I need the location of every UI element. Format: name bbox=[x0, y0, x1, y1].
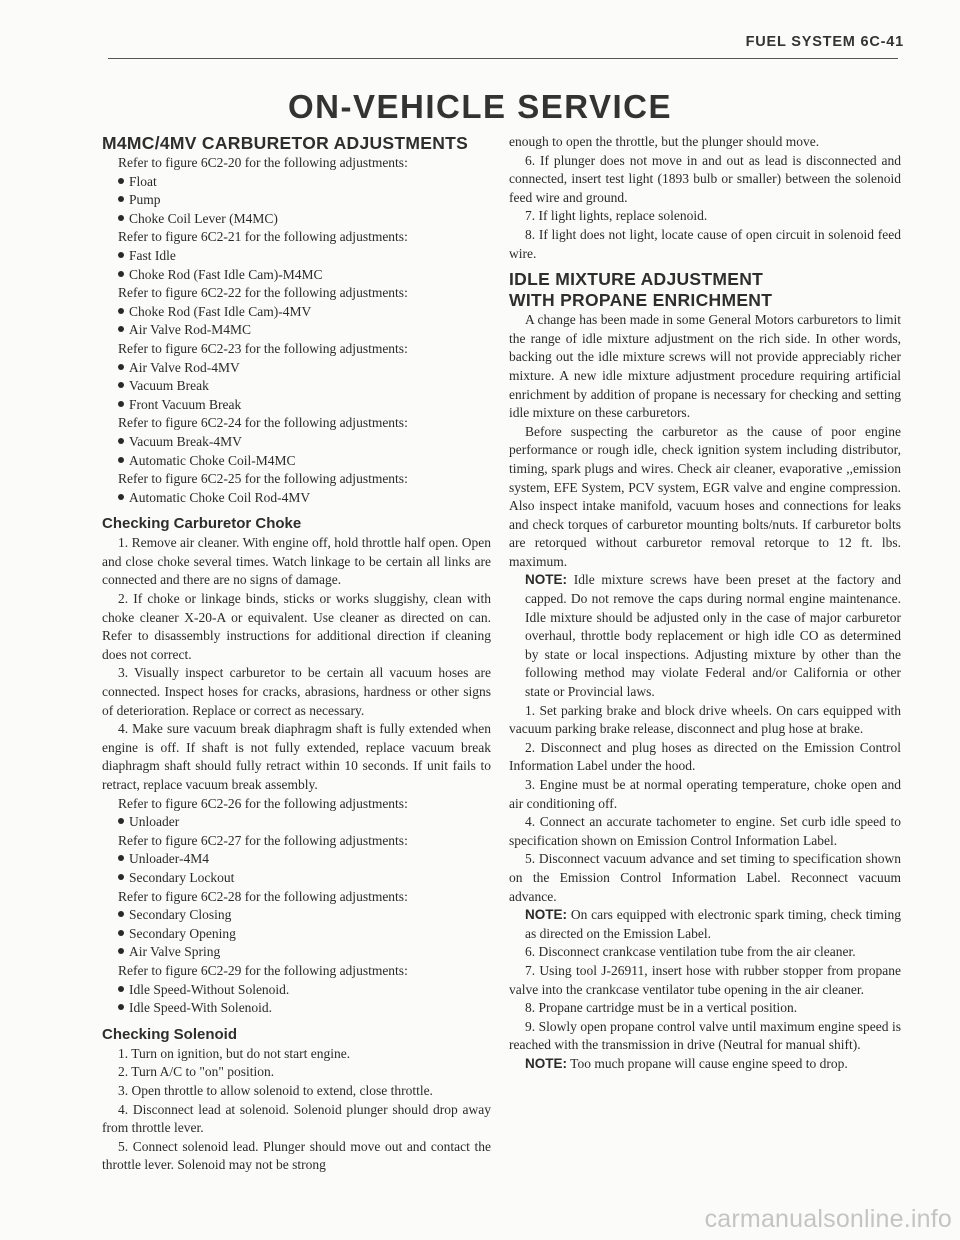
bullet-icon bbox=[118, 494, 124, 500]
bullet-icon bbox=[118, 1004, 124, 1010]
note-block bbox=[509, 571, 901, 701]
note-label: NOTE: bbox=[525, 572, 567, 588]
bullet-icon bbox=[118, 911, 124, 917]
adjustment-item: Air Valve Rod-M4MC bbox=[102, 321, 491, 340]
step-paragraph: 9. Slowly open propane control valve until maximum engine speed is reached with the transmission in drive (Neutral for manual shift). bbox=[509, 1018, 901, 1053]
adjustment-item: Vacuum Break-4MV bbox=[102, 433, 491, 452]
bullet-icon bbox=[118, 364, 124, 370]
figure-reference: Refer to figure 6C2-20 for the following adjustments: bbox=[118, 155, 408, 170]
step-paragraph: 7. If light lights, replace solenoid. bbox=[525, 208, 708, 224]
adjustment-item: Idle Speed-With Solenoid. bbox=[102, 999, 491, 1018]
figure-reference: Refer to figure 6C2-26 for the following adjustments: bbox=[118, 795, 408, 811]
left-column bbox=[102, 133, 491, 1175]
step-paragraph: 3. Engine must be at normal operating temperature, choke open and air conditioning off. bbox=[509, 777, 901, 811]
right-column bbox=[509, 133, 901, 1074]
figure-reference: Refer to figure 6C2-25 for the following adjustments: bbox=[118, 471, 408, 487]
figure-reference: Refer to figure 6C2-27 for the following adjustments: bbox=[118, 832, 408, 848]
bullet-icon bbox=[118, 271, 124, 277]
step-paragraph: 1. Set parking brake and block drive wheels. On cars equipped with vacuum parking brake release, disconnect and plug hose at brake. bbox=[509, 702, 901, 737]
step-paragraph: 2. Disconnect and plug hoses as directed on the Emission Control Information Label under the hood. bbox=[509, 739, 901, 774]
intro-paragraph: Before suspecting the carburetor as the cause of poor engine performance or rough idle, check ignition system including distributor, timing, spark plugs and wires. Check air cleaner, evaporative ,,emission system, EFE System, PCV system, EGR valve and engine compression. Also inspect intake manifold, vacuum hoses and connections for leaks and check torques of carburetor mounting bolts/nuts. If carburetor bolts are retorqued without carburetor removal retorque to 12 ft. lbs. maximum. bbox=[509, 423, 901, 569]
step-paragraph: 7. Using tool J-26911, insert hose with rubber stopper from propane valve into the crankcase ventilator tube opening in the air cleaner. bbox=[509, 962, 901, 997]
watermark-link[interactable]: carmanualsonline.info bbox=[704, 1205, 952, 1233]
section-heading-carburetor-adjustments: M4MC/4MV CARBURETOR ADJUSTMENTS bbox=[102, 133, 469, 153]
section-heading-propane-enrichment: WITH PROPANE ENRICHMENT bbox=[509, 290, 773, 311]
step-paragraph: 6. If plunger does not move in and out as lead is disconnected and connected, insert test light (1893 bulb or smaller) between the solenoid feed wire and ground. bbox=[509, 152, 901, 205]
bullet-icon bbox=[118, 948, 124, 954]
adjustment-item: Air Valve Spring bbox=[102, 943, 491, 962]
note-text: Idle mixture screws have been preset at the factory and capped. Do not remove the caps during normal engine maintenance. Idle mixture should be adjusted only in the case of major carburetor overhaul, throttle body replacement or high idle CO as determined by state or local inspections. Adjusting mixture by other than the following method may violate Federal and/or California or other state or Provincial laws. bbox=[525, 572, 902, 700]
subheading-checking-solenoid: Checking Solenoid bbox=[102, 1025, 238, 1043]
adjustment-item: Secondary Closing bbox=[102, 906, 491, 925]
figure-reference: Refer to figure 6C2-23 for the following adjustments: bbox=[118, 340, 408, 356]
adjustment-item: Choke Coil Lever (M4MC) bbox=[102, 210, 491, 229]
step-paragraph: 5. Disconnect vacuum advance and set timing to specification shown on the Emission Control Information Label. Reconnect vacuum advance. bbox=[509, 851, 901, 904]
bullet-icon bbox=[118, 986, 124, 992]
section-heading-idle-mixture: IDLE MIXTURE ADJUSTMENT bbox=[509, 269, 764, 290]
note-label: NOTE: bbox=[525, 1055, 567, 1071]
adjustment-item: Air Valve Rod-4MV bbox=[102, 359, 491, 378]
adjustment-item: Automatic Choke Coil Rod-4MV bbox=[102, 489, 491, 508]
intro-paragraph: A change has been made in some General Motors carburetors to limit the range of idle mixture adjustment on the rich side. In other words, backing out the idle mixture screws will not provide appreciably richer mixture. A new idle mixture adjustment procedure requiring artificial enrichment by addition of propane is necessary for checking and setting idle mixture on these carburetors. bbox=[509, 312, 901, 421]
bullet-icon bbox=[118, 196, 124, 202]
bullet-icon bbox=[118, 252, 124, 258]
adjustment-item: Pump bbox=[102, 191, 491, 210]
adjustment-item: Idle Speed-Without Solenoid. bbox=[102, 981, 491, 1000]
note-label: NOTE: bbox=[525, 907, 567, 923]
adjustment-item: Float bbox=[102, 173, 491, 192]
note-block bbox=[509, 906, 901, 943]
step-paragraph: 4. Connect an accurate tachometer to engine. Set curb idle speed to specification shown on Emission Control Information Label. bbox=[509, 814, 901, 848]
adjustment-item: Front Vacuum Break bbox=[102, 396, 491, 415]
step-paragraph: 6. Disconnect crankcase ventilation tube from the air cleaner. bbox=[525, 944, 856, 960]
step-paragraph: 3. Visually inspect carburetor to be certain all vacuum hoses are connected. Inspect hoses for cracks, abrasions, hardness or other signs of deterioration. Replace or correct as necessary. bbox=[102, 665, 491, 718]
adjustment-item: Secondary Lockout bbox=[102, 869, 491, 888]
bullet-icon bbox=[118, 855, 124, 861]
step-paragraph: 4. Make sure vacuum break diaphragm shaft is fully extended when engine is off. If shaft is not fully extended, replace vacuum break diaphragm shaft should fully retract within 10 seconds. If unit fails to retract, replace vacuum break assembly. bbox=[102, 721, 491, 792]
step-paragraph: 1. Turn on ignition, but do not start engine. bbox=[118, 1045, 351, 1061]
figure-reference: Refer to figure 6C2-21 for the following adjustments: bbox=[118, 229, 408, 245]
adjustment-item: Vacuum Break bbox=[102, 377, 491, 396]
bullet-icon bbox=[118, 457, 124, 463]
figure-reference: Refer to figure 6C2-22 for the following adjustments: bbox=[118, 285, 408, 301]
bullet-icon bbox=[118, 215, 124, 221]
note-block bbox=[509, 1055, 901, 1074]
figure-reference: Refer to figure 6C2-28 for the following adjustments: bbox=[118, 888, 408, 904]
header-rule bbox=[108, 58, 898, 59]
bullet-icon bbox=[118, 818, 124, 824]
adjustment-item: Unloader bbox=[102, 813, 491, 832]
adjustment-item: Unloader-4M4 bbox=[102, 850, 491, 869]
bullet-icon bbox=[118, 308, 124, 314]
bullet-icon bbox=[118, 382, 124, 388]
step-paragraph: 2. If choke or linkage binds, sticks or works sluggishy, clean with choke cleaner X-20-A or equivalent. Use cleaner as directed on can. Refer to disassembly instructions for additional direction if cleaning does not correct. bbox=[102, 591, 491, 662]
adjustment-item: Fast Idle bbox=[102, 247, 491, 266]
note-text: On cars equipped with electronic spark timing, check timing as directed on the Emission Label. bbox=[525, 907, 902, 941]
step-paragraph: 3. Open throttle to allow solenoid to extend, close throttle. bbox=[118, 1082, 433, 1098]
subheading-checking-choke: Checking Carburetor Choke bbox=[102, 515, 302, 533]
bullet-icon bbox=[118, 438, 124, 444]
adjustment-item: Choke Rod (Fast Idle Cam)-4MV bbox=[102, 303, 491, 322]
bullet-icon bbox=[118, 326, 124, 332]
adjustment-item: Automatic Choke Coil-M4MC bbox=[102, 452, 491, 471]
page-title: ON-VEHICLE SERVICE bbox=[288, 88, 672, 125]
bullet-icon bbox=[118, 874, 124, 880]
note-text: Too much propane will cause engine speed to drop. bbox=[570, 1055, 848, 1071]
step-paragraph: 8. If light does not light, locate cause of open circuit in solenoid feed wire. bbox=[509, 226, 901, 261]
step-paragraph: 4. Disconnect lead at solenoid. Solenoid plunger should drop away from throttle lever. bbox=[102, 1101, 491, 1136]
bullet-icon bbox=[118, 401, 124, 407]
adjustment-item: Secondary Opening bbox=[102, 925, 491, 944]
figure-reference: Refer to figure 6C2-29 for the following adjustments: bbox=[118, 962, 408, 978]
running-head: FUEL SYSTEM 6C-41 bbox=[745, 34, 904, 50]
step-paragraph: 5. Connect solenoid lead. Plunger should move out and contact the throttle lever. Solenoid may not be strong bbox=[102, 1138, 491, 1173]
step-paragraph: 8. Propane cartridge must be in a vertical position. bbox=[525, 1000, 798, 1016]
figure-reference: Refer to figure 6C2-24 for the following adjustments: bbox=[118, 415, 408, 431]
continued-paragraph: enough to open the throttle, but the plunger should move. bbox=[509, 134, 820, 149]
bullet-icon bbox=[118, 930, 124, 936]
bullet-icon bbox=[118, 178, 124, 184]
step-paragraph: 1. Remove air cleaner. With engine off, hold throttle half open. Open and close choke several times. Watch linkage to be certain all links are connected and there are no signs of damage. bbox=[102, 535, 491, 588]
step-paragraph: 2. Turn A/C to "on" position. bbox=[118, 1064, 275, 1080]
adjustment-item: Choke Rod (Fast Idle Cam)-M4MC bbox=[102, 266, 491, 285]
